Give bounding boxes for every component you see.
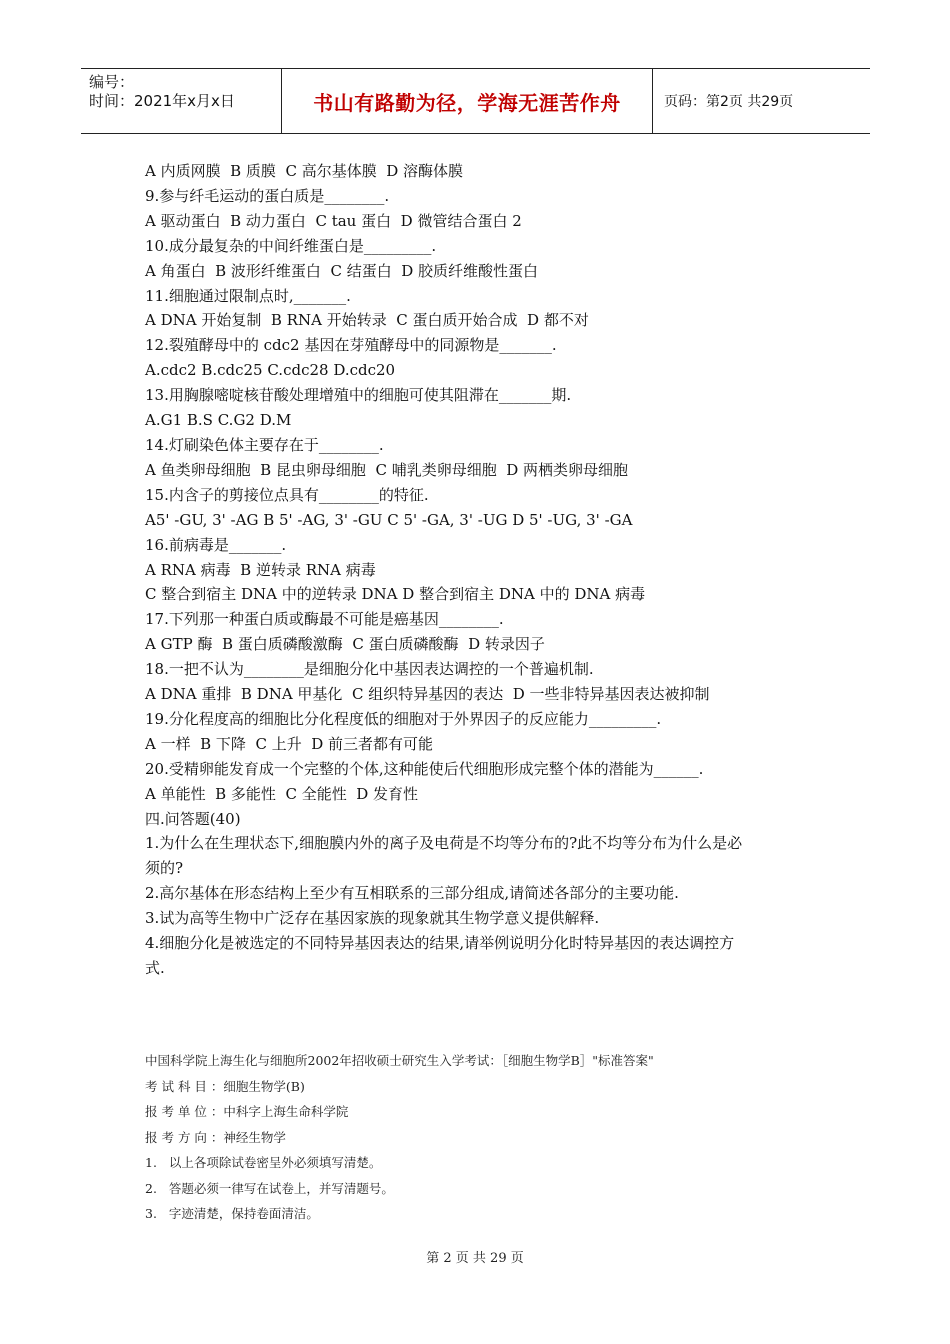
text-line: A 驱动蛋白 B 动力蛋白 C tau 蛋白 D 微管结合蛋白 2: [145, 211, 522, 230]
text-line: 17.下列那一种蛋白质或酶最不可能是癌基因________.: [145, 610, 504, 629]
header-motto: 书山有路勤为径，学海无涯苦作舟: [313, 90, 621, 115]
text-line: C 整合到宿主 DNA 中的逆转录 DNA D 整合到宿主 DNA 中的 DNA 病毒: [145, 585, 646, 604]
text-line: 14.灯刷染色体主要存在于________.: [145, 435, 384, 454]
text-line: 1.为什么在生理状态下,细胞膜内外的离子及电荷是不均等分布的?此不均等分布为什么是必: [145, 834, 743, 853]
answer-line: 2. 答题必须一律写在试卷上，并写清题号。: [145, 1180, 394, 1196]
answer-line: 报 考 单 位 ：中科字上海生命科学院: [145, 1104, 349, 1119]
text-line: 18.一把不认为________是细胞分化中基因表达调控的一个普遍机制.: [145, 660, 594, 679]
text-line: 13.用胸腺嘧啶核苷酸处理增殖中的细胞可使其阻滞在_______期.: [145, 386, 572, 405]
text-line: 20.受精卵能发育成一个完整的个体,这种能使后代细胞形成完整个体的潜能为______.: [145, 759, 704, 778]
text-line: A 一样 B 下降 C 上升 D 前三者都有可能: [145, 734, 434, 753]
text-line: 四.问答题(40): [145, 809, 241, 828]
text-line: 16.前病毒是_______.: [145, 535, 287, 554]
answer-line: 1. 以上各项除试卷密呈外必须填写清楚。: [145, 1155, 382, 1170]
header-meta: [89, 73, 235, 111]
page-header: [81, 68, 870, 134]
text-line: 9.参与纤毛运动的蛋白质是________.: [145, 186, 390, 205]
answer-line: 3. 字迹清楚，保持卷面清洁。: [145, 1206, 319, 1221]
text-line: 2.高尔基体在形态结构上至少有互相联系的三部分组成,请简述各部分的主要功能.: [145, 884, 679, 903]
text-line: A GTP 酶 B 蛋白质磷酸激酶 C 蛋白质磷酸酶 D 转录因子: [145, 635, 545, 654]
text-line: 19.分化程度高的细胞比分化程度低的细胞对于外界因子的反应能力_________.: [145, 709, 662, 728]
text-line: A DNA 开始复制 B RNA 开始转录 C 蛋白质开始合成 D 都不对: [145, 311, 589, 330]
answer-key-header: [145, 1048, 815, 1227]
document-time: 时间：2021年x月x日: [89, 92, 235, 110]
exam-questions: [145, 159, 815, 981]
text-line: 12.裂殖酵母中的 cdc2 基因在芽殖酵母中的同源物是_______.: [145, 336, 557, 355]
answer-line: 中国科学院上海生化与细胞所2002年招收硕士研究生入学考试：［细胞生物学B］"标准答案": [145, 1053, 654, 1068]
document-number: 编号：: [89, 73, 135, 91]
header-motto-cell: [281, 68, 653, 134]
answer-line: 报 考 方 向 ：神经生物学: [145, 1129, 286, 1145]
text-line: A DNA 重排 B DNA 甲基化 C 组织特异基因的表达 D 一些非特异基因表达被抑制: [145, 685, 710, 704]
text-line: A 角蛋白 B 波形纤维蛋白 C 结蛋白 D 胶质纤维酸性蛋白: [145, 261, 539, 280]
text-line: 10.成分最复杂的中间纤维蛋白是_________.: [145, 236, 437, 255]
text-line: A 鱼类卵母细胞 B 昆虫卵母细胞 C 哺乳类卵母细胞 D 两栖类卵母细胞: [145, 460, 629, 479]
text-line: A 内质网膜 B 质膜 C 高尔基体膜 D 溶酶体膜: [145, 162, 464, 180]
text-line: A RNA 病毒 B 逆转录 RNA 病毒: [145, 560, 376, 579]
text-line: 式.: [145, 959, 165, 977]
text-line: 4.细胞分化是被选定的不同特异基因表达的结果,请举例说明分化时特异基因的表达调控方: [145, 934, 735, 953]
answer-line: 考 试 科 目 ：细胞生物学(B): [145, 1078, 305, 1094]
text-line: 3.试为高等生物中广泛存在基因家族的现象就其生物学意义提供解释.: [145, 909, 600, 928]
text-line: 15.内含子的剪接位点具有________的特征.: [145, 485, 429, 504]
text-line: A5' -GU, 3' -AG B 5' -AG, 3' -GU C 5' -GA, 3' -UG D 5' -UG, 3' -GA: [145, 510, 633, 529]
page-footer: 第 2 页 共 29 页: [426, 1251, 524, 1266]
text-line: A 单能性 B 多能性 C 全能性 D 发育性: [145, 784, 419, 803]
text-line: A.cdc2 B.cdc25 C.cdc28 D.cdc20: [145, 361, 396, 380]
text-line: 须的?: [145, 859, 184, 878]
header-page-code: 页码：第2页 共29页: [664, 94, 794, 110]
text-line: 11.细胞通过限制点时,_______.: [145, 286, 351, 305]
text-line: A.G1 B.S C.G2 D.M: [145, 411, 292, 430]
